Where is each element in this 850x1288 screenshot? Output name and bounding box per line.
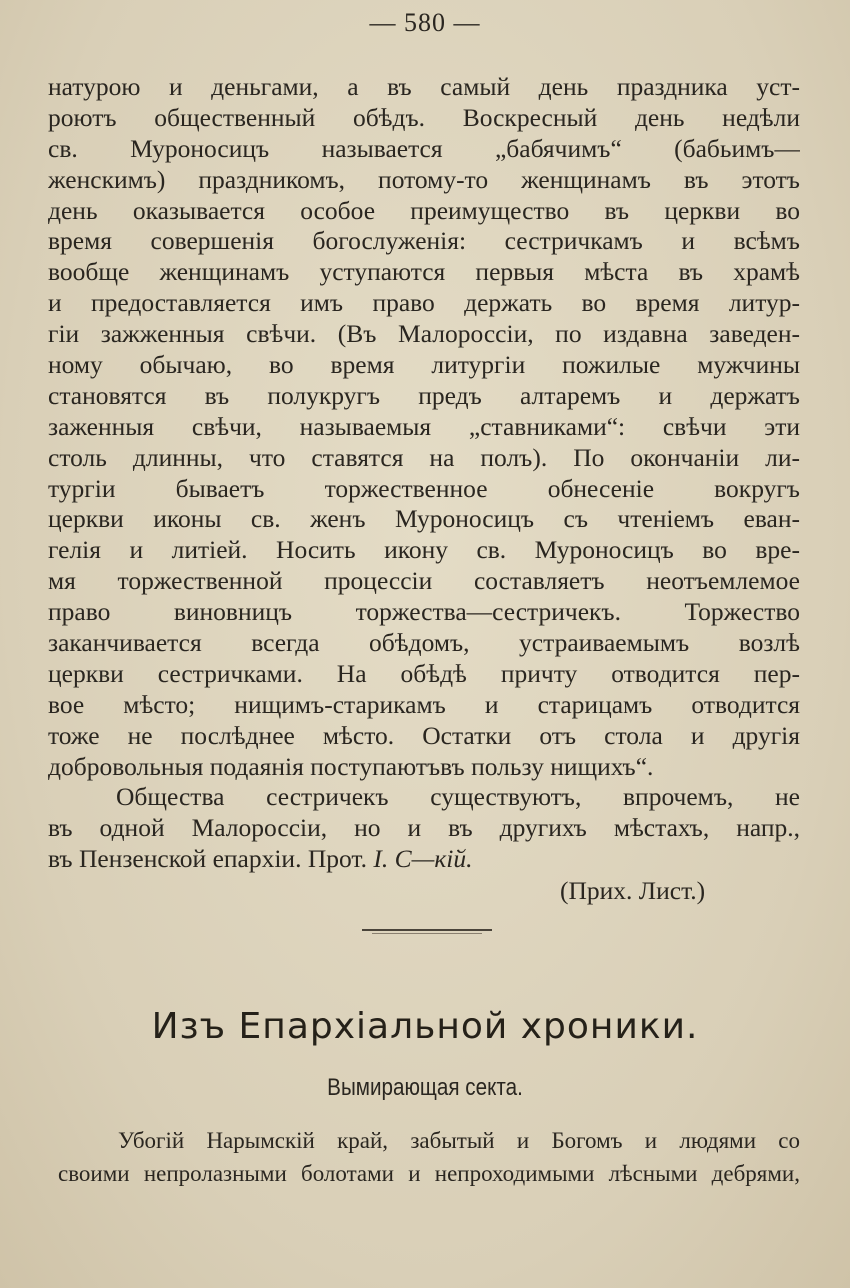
body-line: и предоставляется имъ право держать во время литур- [48, 288, 800, 318]
article-subheading: Вымирающая секта. [327, 1074, 523, 1101]
body-line: ному обычаю, во время литургіи пожилые мужчины [48, 350, 800, 380]
signature-text: въ Пензенской епархіи. Прот. [48, 844, 374, 874]
body-line: день оказывается особое преимущество въ церкви во [48, 195, 800, 225]
body-line: становятся въ полукругъ предъ алтаремъ и держатъ [48, 380, 800, 410]
body-line: церкви иконы св. женъ Муроносицъ съ чтеніемъ еван- [48, 504, 800, 534]
signature-name: І. С—кій. [373, 844, 473, 874]
body-line: тургіи бываетъ торжественное обнесеніе вокругъ [48, 473, 800, 503]
body-line: св. Муроносицъ называется „бабячимъ“ (бабьимъ— [48, 133, 800, 163]
article-line: своими непролазными болотами и непроходимыми лѣсными дебрями, [58, 1161, 800, 1186]
body-line: роютъ общественный обѣдъ. Воскресный день недѣли [48, 102, 800, 132]
source-citation: (Прих. Лист.) [560, 876, 706, 905]
article-line: Убогій Нарымскій край, забытый и Богомъ и людями со [118, 1128, 800, 1153]
body-line: право виновницъ торжества—сестричекъ. Торжество [48, 597, 800, 627]
body-line: гіи зажженныя свѣчи. (Въ Малороссіи, по издавна заведен- [48, 319, 800, 349]
body-line: церкви сестричками. На обѣдѣ причту отводится пер- [48, 658, 800, 688]
section-divider [362, 929, 492, 931]
body-line: вообще женщинамъ уступаются первыя мѣста въ храмѣ [48, 257, 800, 287]
body-line: заженныя свѣчи, называемыя „ставниками“: свѣчи эти [48, 411, 800, 441]
body-line: добровольныя подаянія поступаютъвъ пользу нищихъ“. [48, 751, 654, 781]
body-line: тоже не послѣднее мѣсто. Остатки отъ стола и другія [48, 720, 800, 750]
body-line: въ одной Малороссіи, но и въ другихъ мѣстахъ, напр., [48, 813, 800, 843]
body-line: гелія и литіей. Носить икону св. Муроносицъ во вре- [48, 535, 800, 565]
section-heading: Изъ Епархіальной хроники. [151, 1006, 699, 1047]
body-line: мя торжественной процессіи составляетъ неотъемлемое [48, 566, 800, 596]
body-line: натурою и деньгами, а въ самый день праздника уст- [48, 72, 800, 101]
body-line: время совершенія богослуженія: сестричкамъ и всѣмъ [48, 226, 800, 256]
body-line: женскимъ) праздникомъ, потому-то женщинамъ въ этотъ [48, 164, 800, 194]
body-line: заканчивается всегда обѣдомъ, устраиваемымъ возлѣ [48, 628, 800, 658]
signature-line [48, 844, 800, 875]
article-text [58, 1124, 800, 1190]
body-line: столь длинны, что ставятся на полъ). По окончаніи ли- [48, 442, 800, 472]
page-number: — 580 — [369, 8, 481, 37]
body-text [48, 72, 800, 875]
body-line: вое мѣсто; нищимъ-старикамъ и старицамъ отводится [48, 689, 800, 719]
body-line: Общества сестричекъ существуютъ, впрочемъ, не [116, 782, 800, 812]
